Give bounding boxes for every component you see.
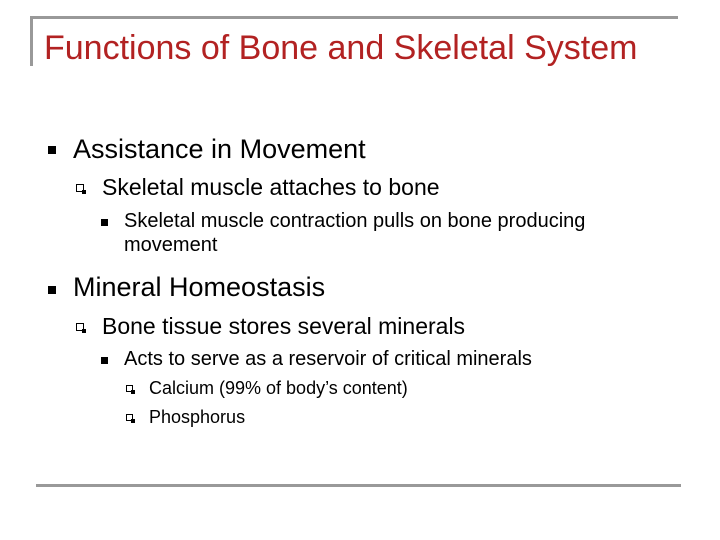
detail-reservoir: Acts to serve as a reservoir of critical minerals (124, 348, 532, 370)
hollow-square-bullet-icon (126, 414, 133, 421)
frame-top-rule (30, 16, 678, 19)
subpoint-muscle-attaches: Skeletal muscle attaches to bone (102, 174, 440, 200)
square-bullet-icon (48, 146, 56, 154)
item-calcium: Calcium (99% of body’s content) (149, 378, 408, 398)
frame-left-rule (30, 16, 33, 66)
frame-bottom-rule (36, 484, 681, 487)
detail-muscle-contraction: Skeletal muscle contraction pulls on bone producing movement (124, 210, 586, 256)
hollow-square-bullet-icon (126, 385, 133, 392)
hollow-square-bullet-icon (76, 184, 84, 192)
item-phosphorus: Phosphorus (149, 407, 246, 427)
subpoint-bone-tissue: Bone tissue stores several minerals (102, 313, 466, 339)
square-bullet-icon (101, 219, 108, 226)
hollow-square-bullet-icon (76, 323, 84, 331)
slide-title: Functions of Bone and Skeletal System (44, 29, 638, 67)
square-bullet-icon (48, 286, 56, 294)
square-bullet-icon (101, 357, 108, 364)
section-heading-mineral: Mineral Homeostasis (73, 272, 326, 302)
section-heading-movement: Assistance in Movement (73, 134, 366, 164)
